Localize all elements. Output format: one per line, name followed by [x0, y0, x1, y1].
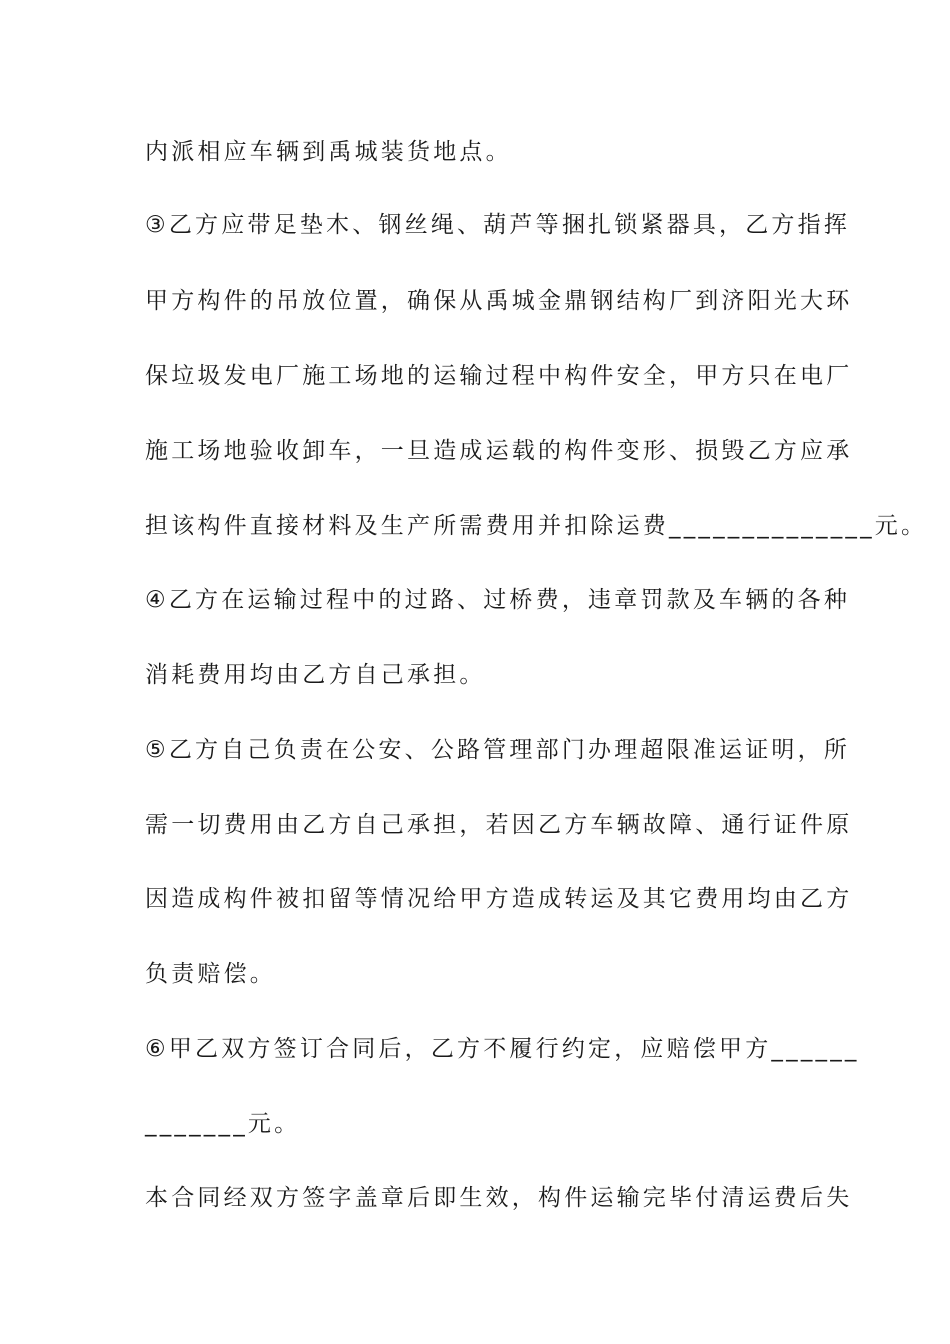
clause-4-line-1: ④乙方在运输过程中的过路、过桥费，违章罚款及车辆的各种 [145, 587, 851, 613]
clause-6-line-2: _______元。 [145, 1111, 301, 1137]
clause-4-line-2: 消耗费用均由乙方自己承担。 [145, 662, 486, 688]
closing-line-1: 本合同经双方签字盖章后即生效，构件运输完毕付清运费后失 [145, 1185, 853, 1211]
clause-3-line-3: 保垃圾发电厂施工场地的运输过程中构件安全，甲方只在电厂 [145, 363, 853, 389]
text-line-1: 内派相应车辆到禹城装货地点。 [145, 139, 512, 165]
clause-5-line-2: 需一切费用由乙方自己承担，若因乙方车辆故障、通行证件原 [145, 812, 853, 838]
clause-3-line-5: 担该构件直接材料及生产所需费用并扣除运费______________元。 [145, 513, 928, 539]
clause-6-line-1: ⑥甲乙双方签订合同后，乙方不履行约定，应赔偿甲方______ [145, 1036, 860, 1062]
clause-5-line-1: ⑤乙方自己负责在公安、公路管理部门办理超限准运证明，所 [145, 737, 851, 763]
clause-3-line-4: 施工场地验收卸车，一旦造成运载的构件变形、损毁乙方应承 [145, 438, 853, 464]
clause-5-line-4: 负责赔偿。 [145, 961, 276, 987]
clause-3-line-2: 甲方构件的吊放位置，确保从禹城金鼎钢结构厂到济阳光大环 [145, 288, 853, 314]
clause-5-line-3: 因造成构件被扣留等情况给甲方造成转运及其它费用均由乙方 [145, 886, 853, 912]
clause-3-line-1: ③乙方应带足垫木、钢丝绳、葫芦等捆扎锁紧器具，乙方指挥 [145, 212, 851, 238]
